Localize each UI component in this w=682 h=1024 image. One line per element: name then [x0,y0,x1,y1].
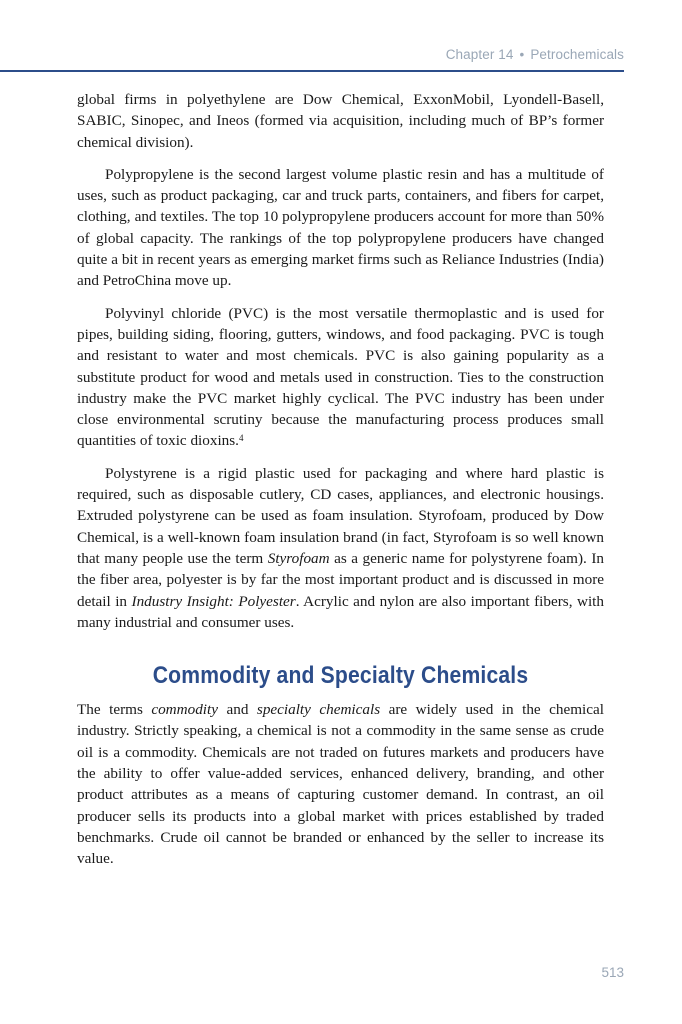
paragraph-commodity-specialty [77,699,604,869]
commodity-text-1: The terms [77,701,152,719]
paragraph-polypropylene: Polypropylene is the second largest volume plastic resin and has a multitude of uses, such as product packaging, car and truck parts, containers, and fibers for carpet, clothing, and textiles. The top 10 polypropylene producers account for more than 50% of global capacity. The rankings of the top polypropylene producers have changed quite a bit in recent years as emerging market firms such as Reliance Industries (India) and PetroChina move up. [77,165,604,290]
paragraph-polyethylene-continued: global firms in polyethylene are Dow Chemical, ExxonMobil, Lyondell-Basell, SABIC, Sinopec, and Ineos (formed via acquisition, including much of BP’s former chemical division). [77,91,604,151]
paragraph-polystyrene [77,463,604,633]
paragraph-pvc-text: Polyvinyl chloride (PVC) is the most versatile thermoplastic and is used for pipes, building siding, flooring, gutters, windows, and food packaging. PVC is tough and resistant to water and most chemicals. PVC is also gaining popularity as a substitute product for wood and metals used in construction. Ties to the construction industry make the PVC market highly cyclical. The PVC industry has been under close environmental scrutiny because the manufacturing process produces small quantities of toxic dioxins. [77,304,604,450]
footnote-marker[interactable]: 4 [238,433,244,444]
page-number: 513 [601,965,624,980]
polystyrene-text-1: Polystyrene is a rigid plastic used for packaging and where hard plastic is required, such as disposable cutlery, CD cases, appliances, and electronic housings. Extruded polystyrene can be used as foam insulation. Styrofoam, produced by Dow Chemical, is a well-known foam insulation brand (in fact, Styrofoam is so well known that many people use the term [77,464,604,567]
header-separator: • [519,47,525,62]
polystyrene-text-3: . Acrylic and nylon are also important fibers, with many industrial and consumer uses. [77,592,604,631]
header-rule [0,70,624,72]
commodity-term: commodity [151,701,218,719]
styrofoam-term: Styrofoam [267,549,330,567]
polystyrene-text-2: as a generic name for polystyrene foam). In the fiber area, polyester is by far the most important product and is discussed in more detail in [77,549,604,610]
page-body [77,89,604,870]
chapter-label: Chapter 14 [445,47,514,62]
commodity-text-2: and [217,701,257,719]
specialty-chemicals-term: specialty chemicals [256,701,381,719]
running-header [446,47,624,62]
industry-insight-reference: Industry Insight: Polyester [131,592,296,610]
commodity-text-3: are widely used in the chemical industry. Strictly speaking, a chemical is not a commodity in the same sense as crude oil is a commodity. Chemicals are not traded on futures markets and producers have the ability to offer value-added services, enhanced delivery, branding, and other product attributes as a means of capturing customer demand. In contrast, an oil producer sells its products into a global market with prices established by traded benchmarks. Crude oil cannot be branded or enhanced by the seller to increase its value. [77,701,604,868]
section-label: Petrochemicals [530,47,624,62]
section-heading: Commodity and Specialty Chemicals [152,662,529,690]
paragraph-pvc [77,303,604,452]
